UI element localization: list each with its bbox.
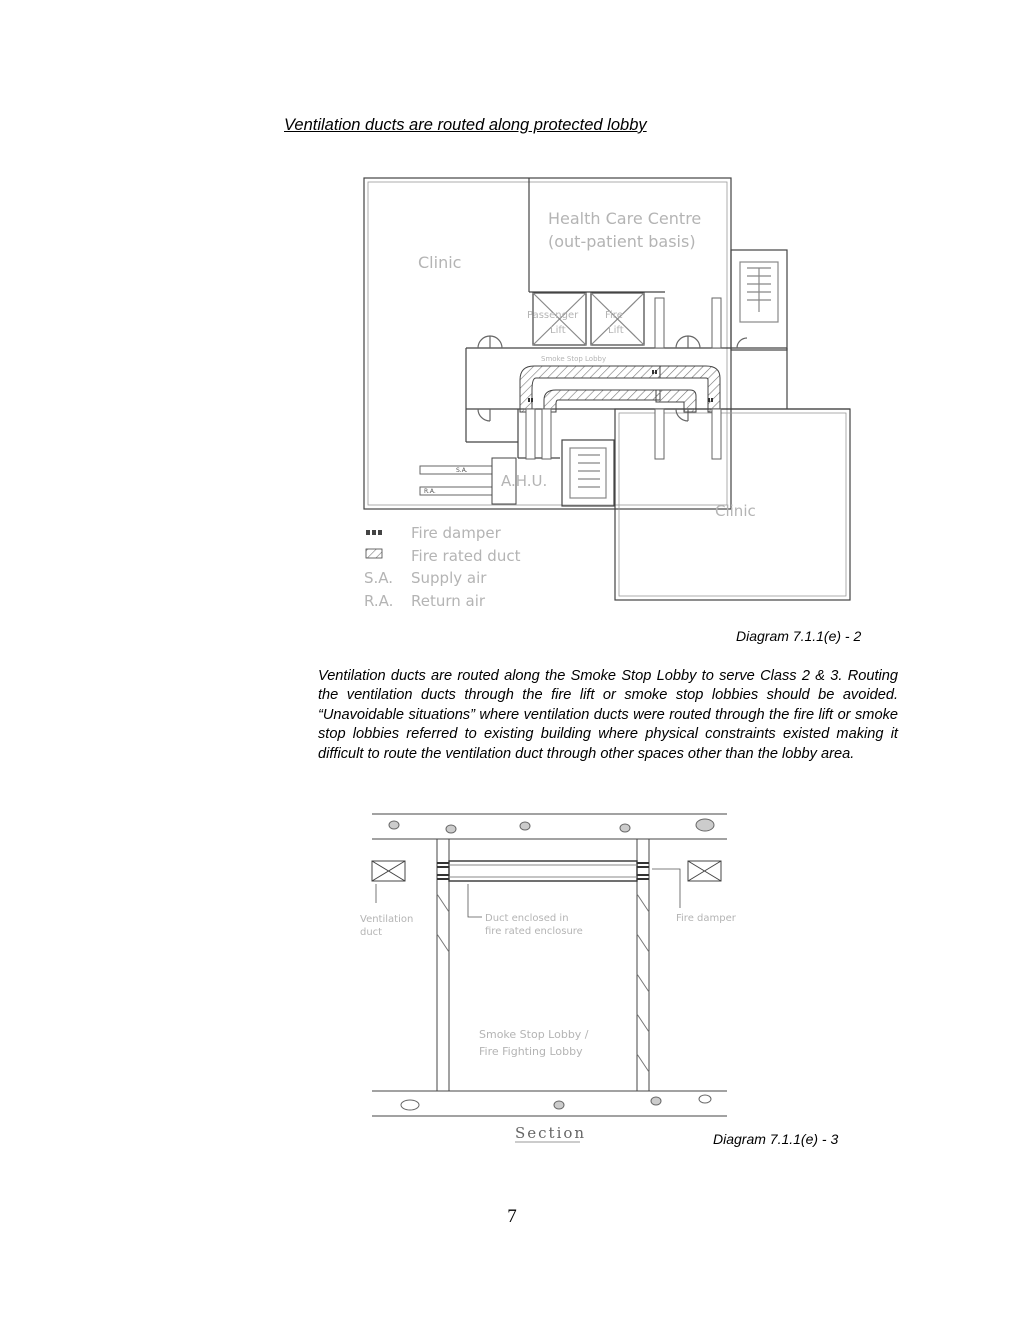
label-lobby-2: Fire Fighting Lobby: [479, 1045, 583, 1058]
legend-sa-symbol: S.A.: [364, 569, 394, 587]
fire-rated-duct-run: [520, 366, 720, 412]
section-heading: Ventilation ducts are routed along protected lobby: [284, 116, 647, 134]
label-passenger-lift-1: Passenger: [527, 310, 579, 321]
label-vent-duct-1: Ventilation: [360, 914, 414, 925]
legend-fire-rated-duct: Fire rated duct: [411, 547, 521, 565]
label-duct-enclosed-1: Duct enclosed in: [485, 913, 569, 924]
section-title: Section: [515, 1124, 587, 1142]
section-diagram: [372, 814, 727, 1116]
legend-fire-damper: Fire damper: [411, 524, 501, 542]
label-health-care-1: Health Care Centre: [548, 209, 702, 228]
page-number: 7: [507, 1206, 517, 1227]
plan-legend: [364, 524, 521, 610]
label-health-care-2: (out-patient basis): [548, 232, 696, 251]
label-smoke-stop-lobby: Smoke Stop Lobby: [541, 355, 607, 363]
diagram3-caption: Diagram 7.1.1(e) - 3: [713, 1131, 839, 1147]
legend-sa-text: Supply air: [411, 569, 487, 587]
legend-ra-symbol: R.A.: [364, 592, 394, 610]
label-clinic-right: Clinic: [715, 502, 756, 520]
label-duct-enclosed-2: fire rated enclosure: [485, 926, 583, 937]
label-ra-tag: R.A.: [424, 488, 436, 495]
label-sa-tag: S.A.: [456, 467, 468, 474]
label-passenger-lift-2: Lift: [550, 325, 566, 336]
diagram2-caption: Diagram 7.1.1(e) - 2: [736, 628, 862, 644]
body-paragraph: Ventilation ducts are routed along the Smoke Stop Lobby to serve Class 2 & 3. Routing the ventilation ducts through the fire lift or smoke stop lobbies should be avoided. “Unavoidable situations” where ventilation ducts were routed through the fire lift or smoke stop lobbies referred to existing building where physical constraints existed making it difficult to route the ventilation duct through other spaces other than the lobby area.: [318, 668, 898, 762]
label-fire-lift-2: Lift: [608, 325, 624, 336]
section-duct: [449, 861, 637, 881]
label-vent-duct-2: duct: [360, 927, 383, 938]
label-ahu: A.H.U.: [501, 472, 548, 490]
label-lobby-1: Smoke Stop Lobby /: [479, 1028, 589, 1041]
legend-ra-text: Return air: [411, 592, 486, 610]
label-fire-lift-1: Fire: [605, 310, 623, 321]
label-clinic-left: Clinic: [418, 253, 462, 272]
label-fire-damper: Fire damper: [676, 913, 736, 924]
